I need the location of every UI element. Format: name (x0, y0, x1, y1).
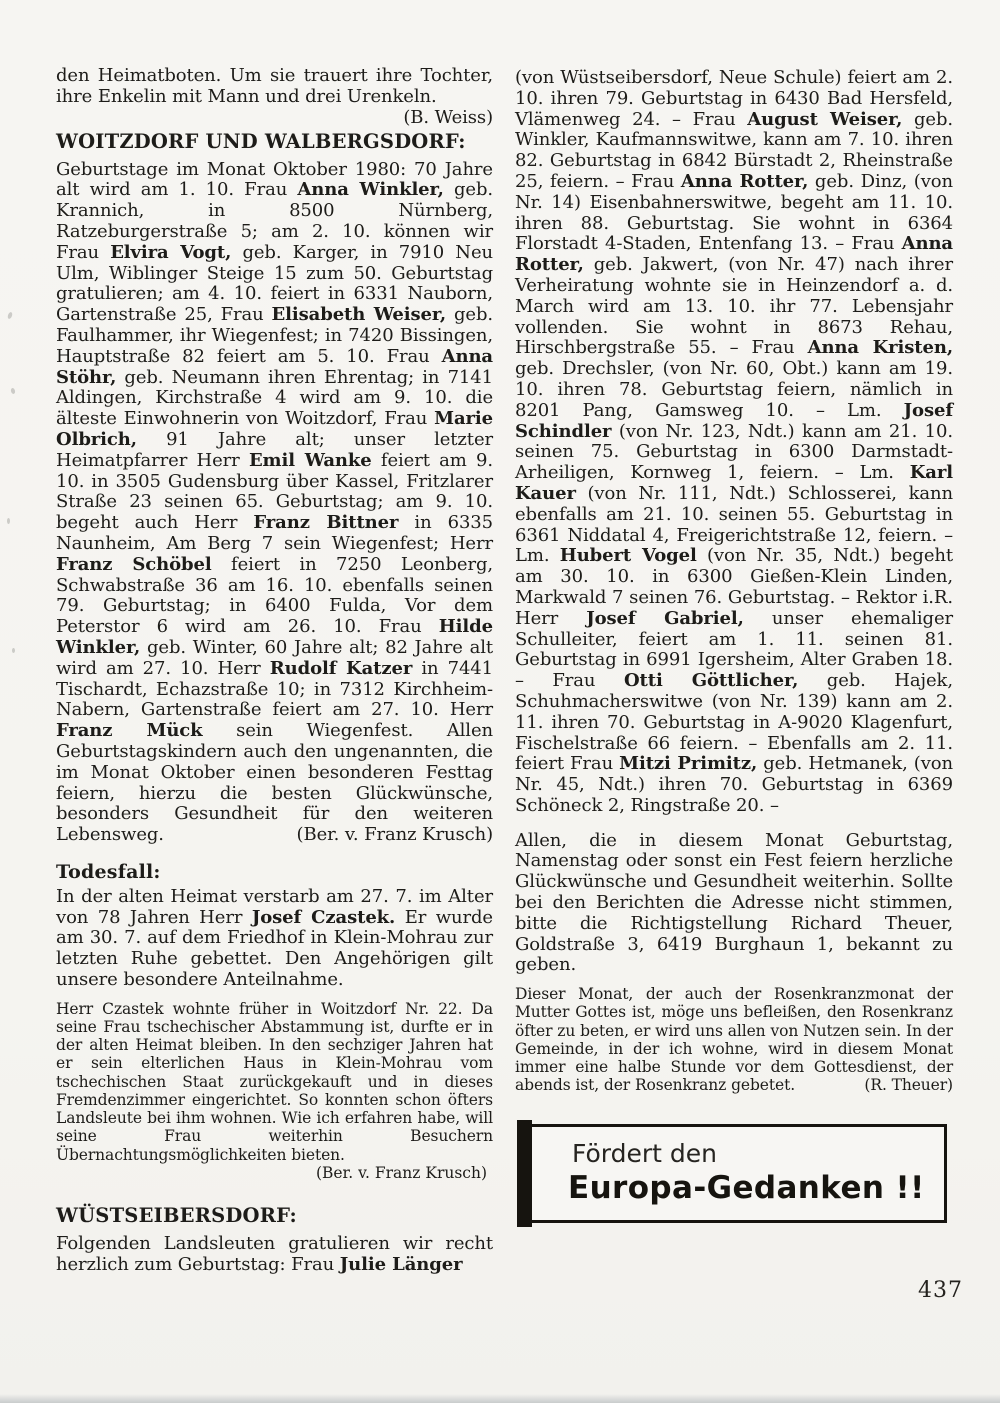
rosary-byline: (R. Theuer) (864, 1076, 953, 1095)
todesfall-note-byline: (Ber. v. Franz Krusch) (315, 1163, 487, 1182)
woitzdorf-byline: (Ber. v. Franz Krusch) (296, 824, 493, 846)
right-column (515, 68, 953, 1223)
carryover-text: den Heimatboten. Um sie trauert ihre Tochter, ihre Enkelin mit Mann und drei Urenkeln. (56, 65, 493, 107)
page-number: 437 (918, 1278, 963, 1303)
heading-woitzdorf: WOITZDORF UND WALBERGSDORF: (56, 129, 466, 153)
birthdays-continued-text: (von Wüstseibersdorf, Neue Schule) feiert am 2. 10. ihren 79. Geburtstag in 6430 Bad Hersfeld, Vlämenweg 24. – Frau August Weiser, geb. Winkler, Kaufmannswitwe, kann am 7. 10. ihren 82. Geburtstag in 6842 Bürstadt 2, Rheinstraße 25, feiern. – Frau Anna Rotter, geb. Dinz, (von Nr. 14) Eisenbahnerswitwe, begeht am 11. 10. ihren 88. Geburtstag. Sie wohnt in 6364 Florstadt 4-Staden, Entenfang 13. – Frau Anna Rotter, geb. Jakwert, (von Nr. 47) nach ihrer Verheiratung wohnte sie in Heinzendorf a. d. March wird am 13. 10. ihr 77. Lebensjahr vollenden. Sie wohnt in 8673 Rehau, Hirschbergstraße 55. – Frau Anna Kristen, geb. Drechsler, (von Nr. 60, Obt.) kann am 19. 10. ihren 78. Geburtstag feiern, nämlich in 8201 Pang, Gamsweg 10. – Lm. Josef Schindler (von Nr. 123, Ndt.) kann am 21. 10. seinen 75. Geburtstag in 6300 Darmstadt-Arheiligen, Kornweg 1, feiern. – Lm. Karl Kauer (von Nr. 111, Ndt.) Schlosserei, kann ebenfalls am 21. 10. seinen 55. Geburtstag in 6361 Niddatal 4, Freigerichtstraße 12, feiern. – Lm. Hubert Vogel (von Nr. 35, Ndt.) begeht am 30. 10. in 6300 Gießen-Klein Linden, Markwald 7 seinen 76. Geburtstag. – Rektor i.R. Herr Josef Gabriel, unser ehemaliger Schulleiter, feiert am 1. 11. seinen 81. Geburtstag in 6991 Igersheim, Alter Graben 18. – Frau Otti Göttlicher, geb. Hajek, Schuhmacherswitwe (von Nr. 139) kann am 2. 11. ihren 70. Geburtstag in A-9020 Klagenfurt, Fischelstraße 66 feiern. – Ebenfalls am 2. 11. feiert Frau Mitzi Primitz, geb. Hetmanek, (von Nr. 45, Ndt.) ihren 70. Geburtstag in 6369 Schöneck 2, Ringstraße 20. – (515, 67, 954, 816)
todesfall-paragraph (56, 887, 493, 991)
scan-bottom-edge (0, 1394, 1000, 1403)
scan-speck (7, 518, 10, 524)
carryover-paragraph (56, 65, 493, 128)
ad-text-line2: Europa-Gedanken !! (568, 1170, 925, 1207)
scan-speck (12, 648, 15, 653)
scan-speck (7, 312, 13, 320)
wuestseibersdorf-text: Folgenden Landsleuten gratulieren wir recht herzlich zum Geburtstag: Frau Julie Länger (56, 1232, 493, 1275)
carryover-byline: (B. Weiss) (403, 106, 493, 128)
heading-todesfall: Todesfall: (56, 860, 161, 883)
wuestseibersdorf-paragraph (56, 1234, 493, 1276)
woitzdorf-birthdays-text: Geburtstage im Monat Oktober 1980: 70 Jahre alt wird am 1. 10. Frau Anna Winkler, geb. Krannich, in 8500 Nürnberg, Ratzeburgerstraße 5; am 2. 10. können wir Frau Elvira Vogt, geb. Karger, in 7910 Neu Ulm, Wiblinger Steige 15 zum 50. Geburtstag gratulieren; am 4. 10. feiert in 6331 Nauborn, Gartenstraße 25, Frau Elisabeth Weiser, geb. Faulhammer, ihr Wiegenfest; in 7420 Bissingen, Hauptstraße 82 feiert am 5. 10. Frau Anna Stöhr, geb. Neumann ihren Ehrentag; in 7141 Aldingen, Kirchstraße 4 wird am 9. 10. die älteste Einwohnerin von Woitzdorf, Frau Marie Olbrich, 91 Jahre alt; unser letzter Heimatpfarrer Herr Emil Wanke feiert am 9. 10. in 3505 Gudensburg über Kassel, Fritzlarer Straße 23 seinen 65. Geburtstag; am 9. 10. begeht auch Herr Franz Bittner in 6335 Naunheim, Am Berg 7 sein Wiegenfest; Herr Franz Schöbel feiert in 7250 Leonberg, Schwabstraße 36 am 16. 10. ebenfalls seinen 79. Geburtstag; in 6400 Fulda, Vor dem Peterstor 6 wird am 26. 10. Frau Hilde Winkler, geb. Winter, 60 Jahre alt; 82 Jahre alt wird am 27. 10. Herr Rudolf Katzer in 7441 Tischardt, Echazstraße 10; in 7312 Kirchheim-Nabern, Gartenstraße feiert am 27. 10. Herr Franz Mück sein Wiegenfest. Allen Geburtstagskindern auch den ungenannten, die im Monat Oktober einen besonderen Festtag feiern, hierzu die besten Glückwünsche, besonders Gesundheit für den weiteren Lebensweg. (56, 158, 494, 846)
todesfall-text: In der alten Heimat verstarb am 27. 7. im Alter von 78 Jahren Herr Josef Czastek. Er wurde am 30. 7. auf dem Friedhof in Klein-Mohrau zur letzten Ruhe gebettet. Den Angehörigen gilt unsere besondere Anteilnahme. (56, 885, 493, 991)
rosary-note (515, 985, 953, 1094)
rosary-note-text: Dieser Monat, der auch der Rosenkranzmonat der Mutter Gottes ist, möge uns befleißen, den Rosenkranz öfter zu beten, er wird uns allen von Nutzen sein. In der Gemeinde, in der ich wohne, wird in diesem Monat immer eine halbe Stunde vor dem Gottesdienst, der abends ist, der Rosenkranz gebetet. (515, 985, 953, 1095)
heading-wuestseibersdorf: WÜSTSEIBERSDORF: (56, 1203, 297, 1227)
todesfall-note: Herr Czastek wohnte früher in Woitzdorf Nr. 22. Da seine Frau tschechischer Abstammung ist, durfte er in der alten Heimat bleiben. In den sechziger Jahren hat er sein elterlichen Haus in Klein-Mohrau vom tschechischen Staat zurückgekauft und in dieses Fremdenzimmer eingerichtet. So konnten schon öfters Landsleute bei ihm wohnen. Wie ich erfahren habe, will seine Frau weiterhin Besuchern Übernachtungsmöglichkeiten bieten. (56, 999, 493, 1164)
wishes-paragraph: Allen, die in diesem Monat Geburtstag, Namenstag oder sonst ein Fest feiern herzliche Glückwünsche und Gesundheit weiterhin. Sollte bei den Berichten die Adresse nicht stimmen, bitte die Richtigstellung Richard Theuer, Goldstraße 3, 6419 Burghaun 1, bekannt zu geben. (515, 829, 953, 976)
left-column (56, 66, 493, 1276)
woitzdorf-birthdays-paragraph (56, 160, 493, 846)
ad-text-line1: Fördert den (572, 1139, 717, 1169)
birthdays-continued-paragraph (515, 68, 953, 817)
ad-left-bar (517, 1120, 532, 1227)
scan-speck (10, 388, 15, 395)
europa-ad-box (517, 1124, 947, 1223)
